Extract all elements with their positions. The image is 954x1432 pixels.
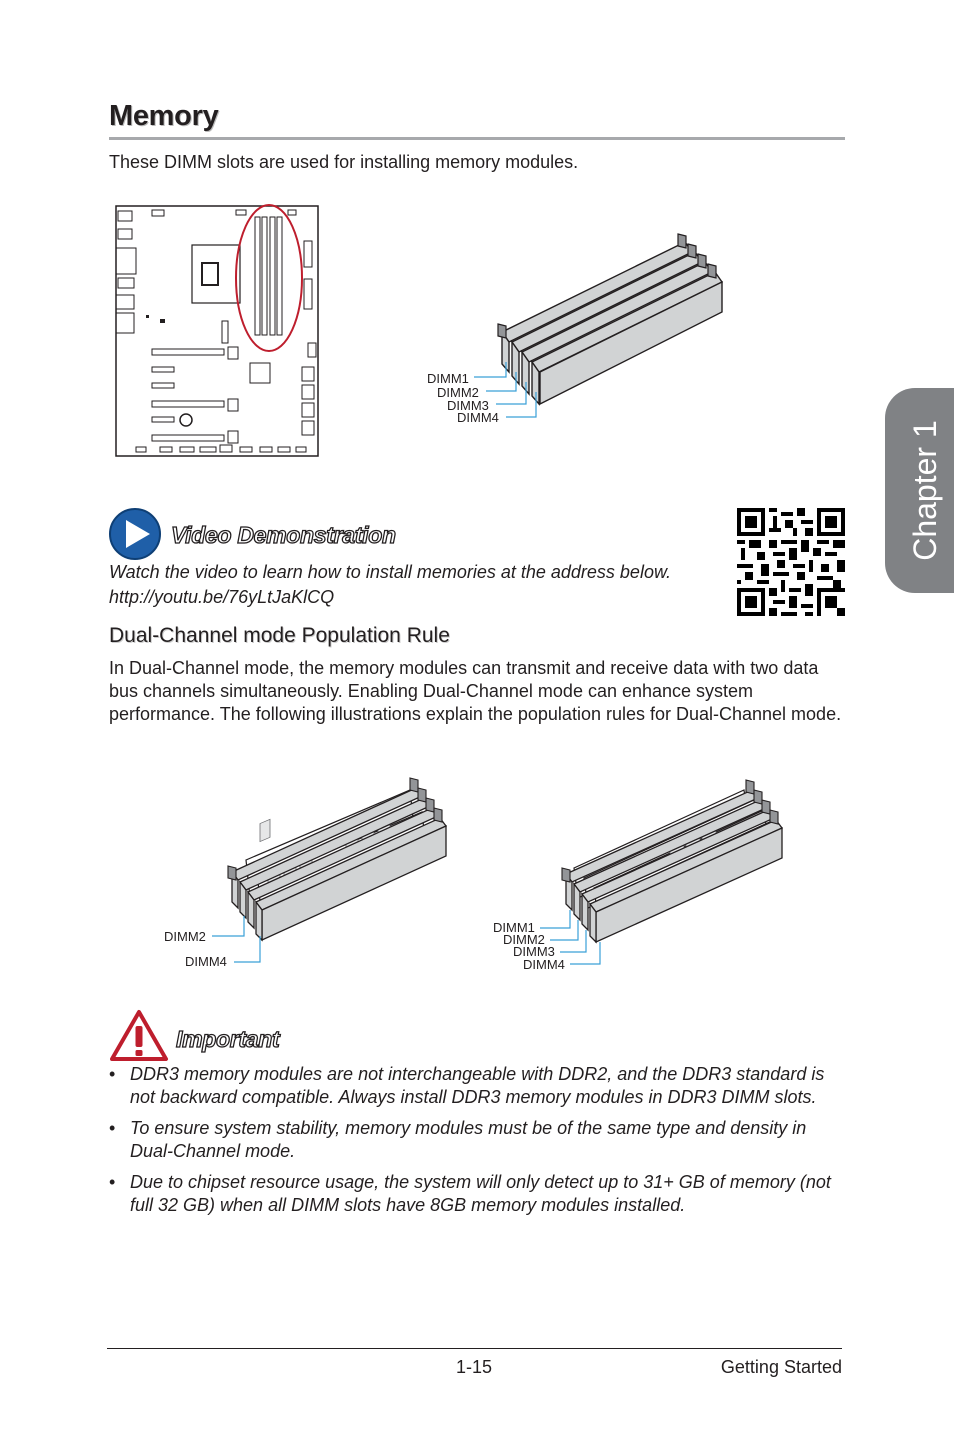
dimm-label-4: DIMM4 [457, 410, 499, 425]
four-module-label-dimm1: DIMM1 [493, 920, 535, 935]
dual-channel-heading: Dual-Channel mode Population Rule [109, 624, 450, 647]
title-divider [109, 137, 845, 140]
four-module-label-dimm2: DIMM2 [503, 932, 545, 947]
list-item: • To ensure system stability, memory modules must be of the same type and density in Dual-Channel mode. [109, 1118, 807, 1161]
qr-code-icon [737, 508, 845, 616]
four-module-diagram [490, 770, 800, 975]
video-demonstration-title: Video Demonstration [171, 522, 396, 548]
list-item: • DDR3 memory modules are not interchangeable with DDR2, and the DDR3 standard is not backward compatible. Always install DDR3 memory modules in DDR3 DIMM slots. [109, 1064, 825, 1107]
list-item: • Due to chipset resource usage, the system will only detect up to 31+ GB of memory (not full 32 GB) when all DIMM slots have 8GB memory modules installed. [109, 1172, 831, 1215]
important-notes-list [109, 1063, 849, 1225]
footer-divider [107, 1348, 842, 1349]
chapter-tab[interactable] [885, 388, 954, 593]
dimm-label-2: DIMM2 [437, 385, 479, 400]
intro-text: These DIMM slots are used for installing memory modules. [109, 152, 579, 172]
dual-channel-text: In Dual-Channel mode, the memory modules can transmit and receive data with two data bus channels simultaneously. Enabling Dual-Channel mode can enhance system performance. The following illustrations explain the population rules for Dual-Channel mode. [109, 658, 842, 724]
play-icon[interactable] [107, 506, 163, 562]
four-module-label-dimm4: DIMM4 [523, 957, 565, 972]
video-description: Watch the video to learn how to install memories at the address below. [109, 562, 671, 582]
important-title: Important [176, 1026, 280, 1052]
two-module-diagram [160, 770, 460, 975]
dimm-label-3: DIMM3 [447, 398, 489, 413]
two-module-label-dimm2: DIMM2 [164, 929, 206, 944]
four-module-label-dimm3: DIMM3 [513, 944, 555, 959]
footer-section-name: Getting Started [720, 1357, 842, 1377]
video-url[interactable]: http://youtu.be/76yLtJaKlCQ [109, 587, 335, 607]
dimm-label-1: DIMM1 [427, 371, 469, 386]
page-title: Memory [109, 100, 219, 132]
dimm-slots-diagram [420, 222, 740, 434]
dimm-slot-set [498, 234, 722, 404]
two-module-label-dimm4: DIMM4 [185, 954, 227, 969]
chapter-tab-label: Chapter 1 [907, 420, 943, 561]
motherboard-diagram [112, 203, 322, 461]
warning-icon [108, 1008, 170, 1063]
page-number: 1-15 [456, 1357, 493, 1377]
